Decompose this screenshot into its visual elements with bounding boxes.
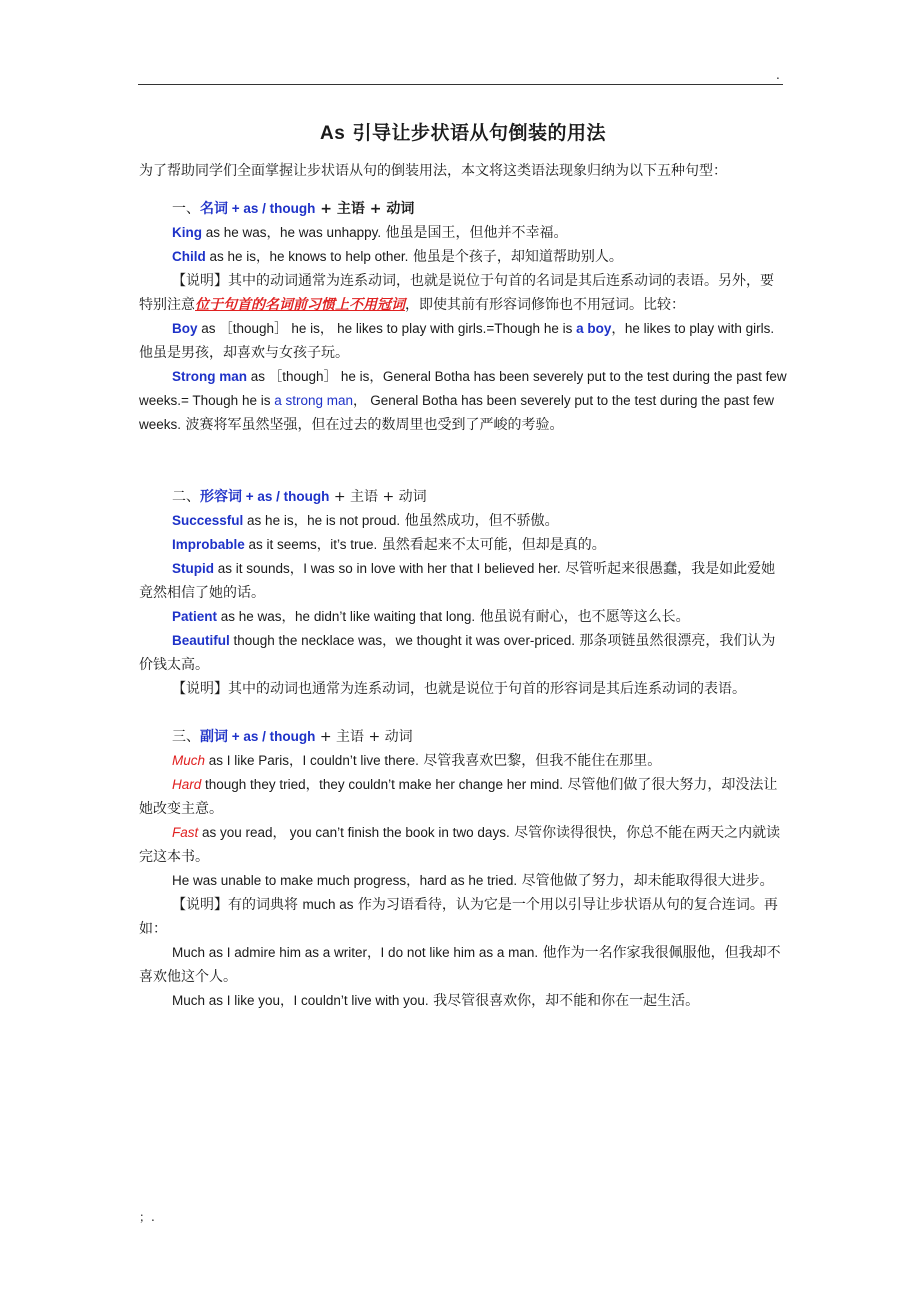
s2-ex3-chinese: 尽管听起来很愚蠢，我是如此爱她竟然相信了她的话。 bbox=[139, 561, 776, 601]
s3-ex1-keyword: Much bbox=[172, 753, 206, 768]
s3-ex3-chinese: 尽管你读得很快，你总不能在两天之内就读完这本书。 bbox=[139, 825, 781, 865]
title-rest: 引导让步状语从句倒装的用法 bbox=[345, 122, 606, 144]
s1-ex2-keyword: Child bbox=[172, 249, 206, 264]
s1-ex2-english: as he is，he knows to help other. bbox=[205, 249, 409, 264]
document-page bbox=[139, 118, 787, 1013]
s3-ex2-english: though they tried，they couldn’t make her change her mind. bbox=[201, 777, 563, 792]
s1-ex3-english-2: ，he likes to play with girls. bbox=[611, 321, 775, 336]
s2-ex5-keyword: Beautiful bbox=[172, 633, 230, 648]
s3-ex1-chinese: 尽管我喜欢巴黎，但我不能住在那里。 bbox=[418, 753, 662, 769]
s2-ex4-english: as he was，he didn’t like waiting that long. bbox=[217, 609, 476, 624]
s2-example-3 bbox=[139, 557, 787, 605]
section-2-keyword: 形容词 bbox=[200, 489, 242, 505]
section-1-tail: + 主语 + 动词 bbox=[315, 201, 415, 217]
s2-ex5-chinese: 那条项链虽然很漂亮，我们认为价钱太高。 bbox=[139, 633, 776, 673]
section-1-form: + as / though bbox=[228, 201, 316, 216]
s3-example-6 bbox=[139, 989, 787, 1013]
s1-ex3-keyword: Boy bbox=[172, 321, 198, 336]
intro-paragraph: 为了帮助同学们全面掌握让步状语从句的倒装用法，本文将这类语法现象归纳为以下五种句型： bbox=[139, 163, 727, 179]
section-1-number: 一、 bbox=[172, 201, 200, 217]
s1-ex1-keyword: King bbox=[172, 225, 202, 240]
s2-ex1-chinese: 他虽然成功，但不骄傲。 bbox=[400, 513, 559, 529]
section-3-tail: + 主语 + 动词 bbox=[315, 729, 413, 745]
s2-ex2-chinese: 虽然看起来不太可能，但却是真的。 bbox=[377, 537, 606, 553]
s3-ex5-chinese: 他作为一名作家我很佩服他，但我却不喜欢他这个人。 bbox=[139, 945, 781, 985]
s1-ex4-english-2: ， General Botha has been severely put to the test during the past few weeks. bbox=[139, 393, 775, 432]
s3-example-1 bbox=[139, 749, 787, 773]
section-3-heading bbox=[139, 725, 787, 749]
section-2-heading bbox=[139, 485, 787, 509]
s2-example-4 bbox=[139, 605, 787, 629]
s1-note bbox=[139, 269, 787, 317]
s3-example-3 bbox=[139, 821, 787, 869]
s3-note bbox=[139, 893, 787, 941]
s2-ex4-chinese: 他虽说有耐心，也不愿等这么长。 bbox=[475, 609, 690, 625]
s1-ex2-chinese: 他虽是个孩子，却知道帮助别人。 bbox=[408, 249, 623, 265]
s2-example-5 bbox=[139, 629, 787, 677]
page-title bbox=[139, 118, 787, 149]
s2-ex3-english: as it sounds，I was so in love with her that I believed her. bbox=[214, 561, 561, 576]
section-1-keyword: 名词 bbox=[200, 201, 228, 217]
s3-ex6-english: Much as I like you，I couldn’t live with you. bbox=[172, 993, 429, 1008]
section-3-number: 三、 bbox=[172, 729, 200, 745]
s3-example-5 bbox=[139, 941, 787, 989]
s2-ex5-english: though the necklace was，we thought it was over-priced. bbox=[229, 633, 575, 648]
s2-ex4-keyword: Patient bbox=[172, 609, 218, 624]
s3-note-pre: 【说明】有的词典将 bbox=[172, 897, 303, 913]
s3-ex3-keyword: Fast bbox=[172, 825, 199, 840]
s2-ex1-keyword: Successful bbox=[172, 513, 244, 528]
header-dot: . bbox=[776, 68, 780, 82]
s3-ex2-keyword: Hard bbox=[172, 777, 202, 792]
s2-example-1 bbox=[139, 509, 787, 533]
s1-note-highlight: 位于句首的名词前习惯上不用冠词 bbox=[195, 297, 405, 313]
header-rule bbox=[138, 84, 783, 85]
s3-ex1-english: as I like Paris，I couldn’t live there. bbox=[205, 753, 419, 768]
footer-mark: ；. bbox=[139, 1210, 155, 1224]
s1-ex1-english: as he was，he was unhappy. bbox=[202, 225, 382, 240]
s1-ex3-chinese: 他虽是男孩，却喜欢与女孩子玩。 bbox=[139, 345, 349, 361]
s1-note-pre: 【说明】其中的动词通常为连系动词，也就是说位于句首的名词是其后连系动词的表语。另外，要特别注意 bbox=[139, 273, 774, 313]
s3-ex4-english: He was unable to make much progress，hard as he tried. bbox=[172, 873, 518, 888]
s3-example-2 bbox=[139, 773, 787, 821]
s1-example-1 bbox=[139, 221, 787, 245]
section-1-heading bbox=[139, 197, 787, 221]
s3-note-english: much as bbox=[302, 897, 354, 912]
s3-example-4 bbox=[139, 869, 787, 893]
s2-ex2-keyword: Improbable bbox=[172, 537, 245, 552]
section-3-keyword: 副词 bbox=[200, 729, 228, 745]
s2-ex2-english: as it seems，it’s true. bbox=[244, 537, 378, 552]
s1-ex4-keyword-2: a strong man bbox=[274, 393, 354, 408]
s1-note-post: ，即使其前有形容词修饰也不用冠词。比较： bbox=[405, 297, 685, 313]
s2-example-2 bbox=[139, 533, 787, 557]
s1-ex4-keyword: Strong man bbox=[172, 369, 248, 384]
s1-ex4-english-1: as ［though］ he is，General Botha has been severely put to the test during the past few weeks.= Though he is bbox=[139, 369, 787, 408]
s1-ex1-chinese: 他虽是国王，但他并不幸福。 bbox=[381, 225, 568, 241]
s1-example-3 bbox=[139, 317, 787, 365]
s2-note: 【说明】其中的动词也通常为连系动词，也就是说位于句首的形容词是其后连系动词的表语。 bbox=[172, 681, 746, 697]
s3-ex3-english: as you read， you can’t finish the book in two days. bbox=[198, 825, 510, 840]
section-2-number: 二、 bbox=[172, 489, 200, 505]
s3-ex4-chinese: 尽管他做了努力，却未能取得很大进步。 bbox=[517, 873, 774, 889]
s3-note-post: 作为习语看待，认为它是一个用以引导让步状语从句的复合连词。再如： bbox=[139, 897, 778, 937]
s3-ex6-chinese: 我尽管很喜欢你，却不能和你在一起生活。 bbox=[428, 993, 700, 1009]
s1-ex3-keyword-2: a boy bbox=[576, 321, 612, 336]
section-3-form: + as / though bbox=[228, 729, 316, 744]
s1-ex4-chinese: 波赛将军虽然坚强，但在过去的数周里也受到了严峻的考验。 bbox=[181, 417, 564, 433]
section-2-form: + as / though bbox=[242, 489, 330, 504]
s1-example-2 bbox=[139, 245, 787, 269]
s1-example-4 bbox=[139, 365, 787, 437]
s2-ex1-english: as he is，he is not proud. bbox=[243, 513, 401, 528]
title-latin: As bbox=[320, 123, 346, 144]
s3-ex5-english: Much as I admire him as a writer，I do not like him as a man. bbox=[172, 945, 539, 960]
s2-ex3-keyword: Stupid bbox=[172, 561, 214, 576]
section-2-tail: + 主语 + 动词 bbox=[329, 489, 427, 505]
s3-ex2-chinese: 尽管他们做了很大努力，却没法让她改变主意。 bbox=[139, 777, 778, 817]
s1-ex3-english-1: as ［though］ he is， he likes to play with girls.=Though he is bbox=[197, 321, 577, 336]
